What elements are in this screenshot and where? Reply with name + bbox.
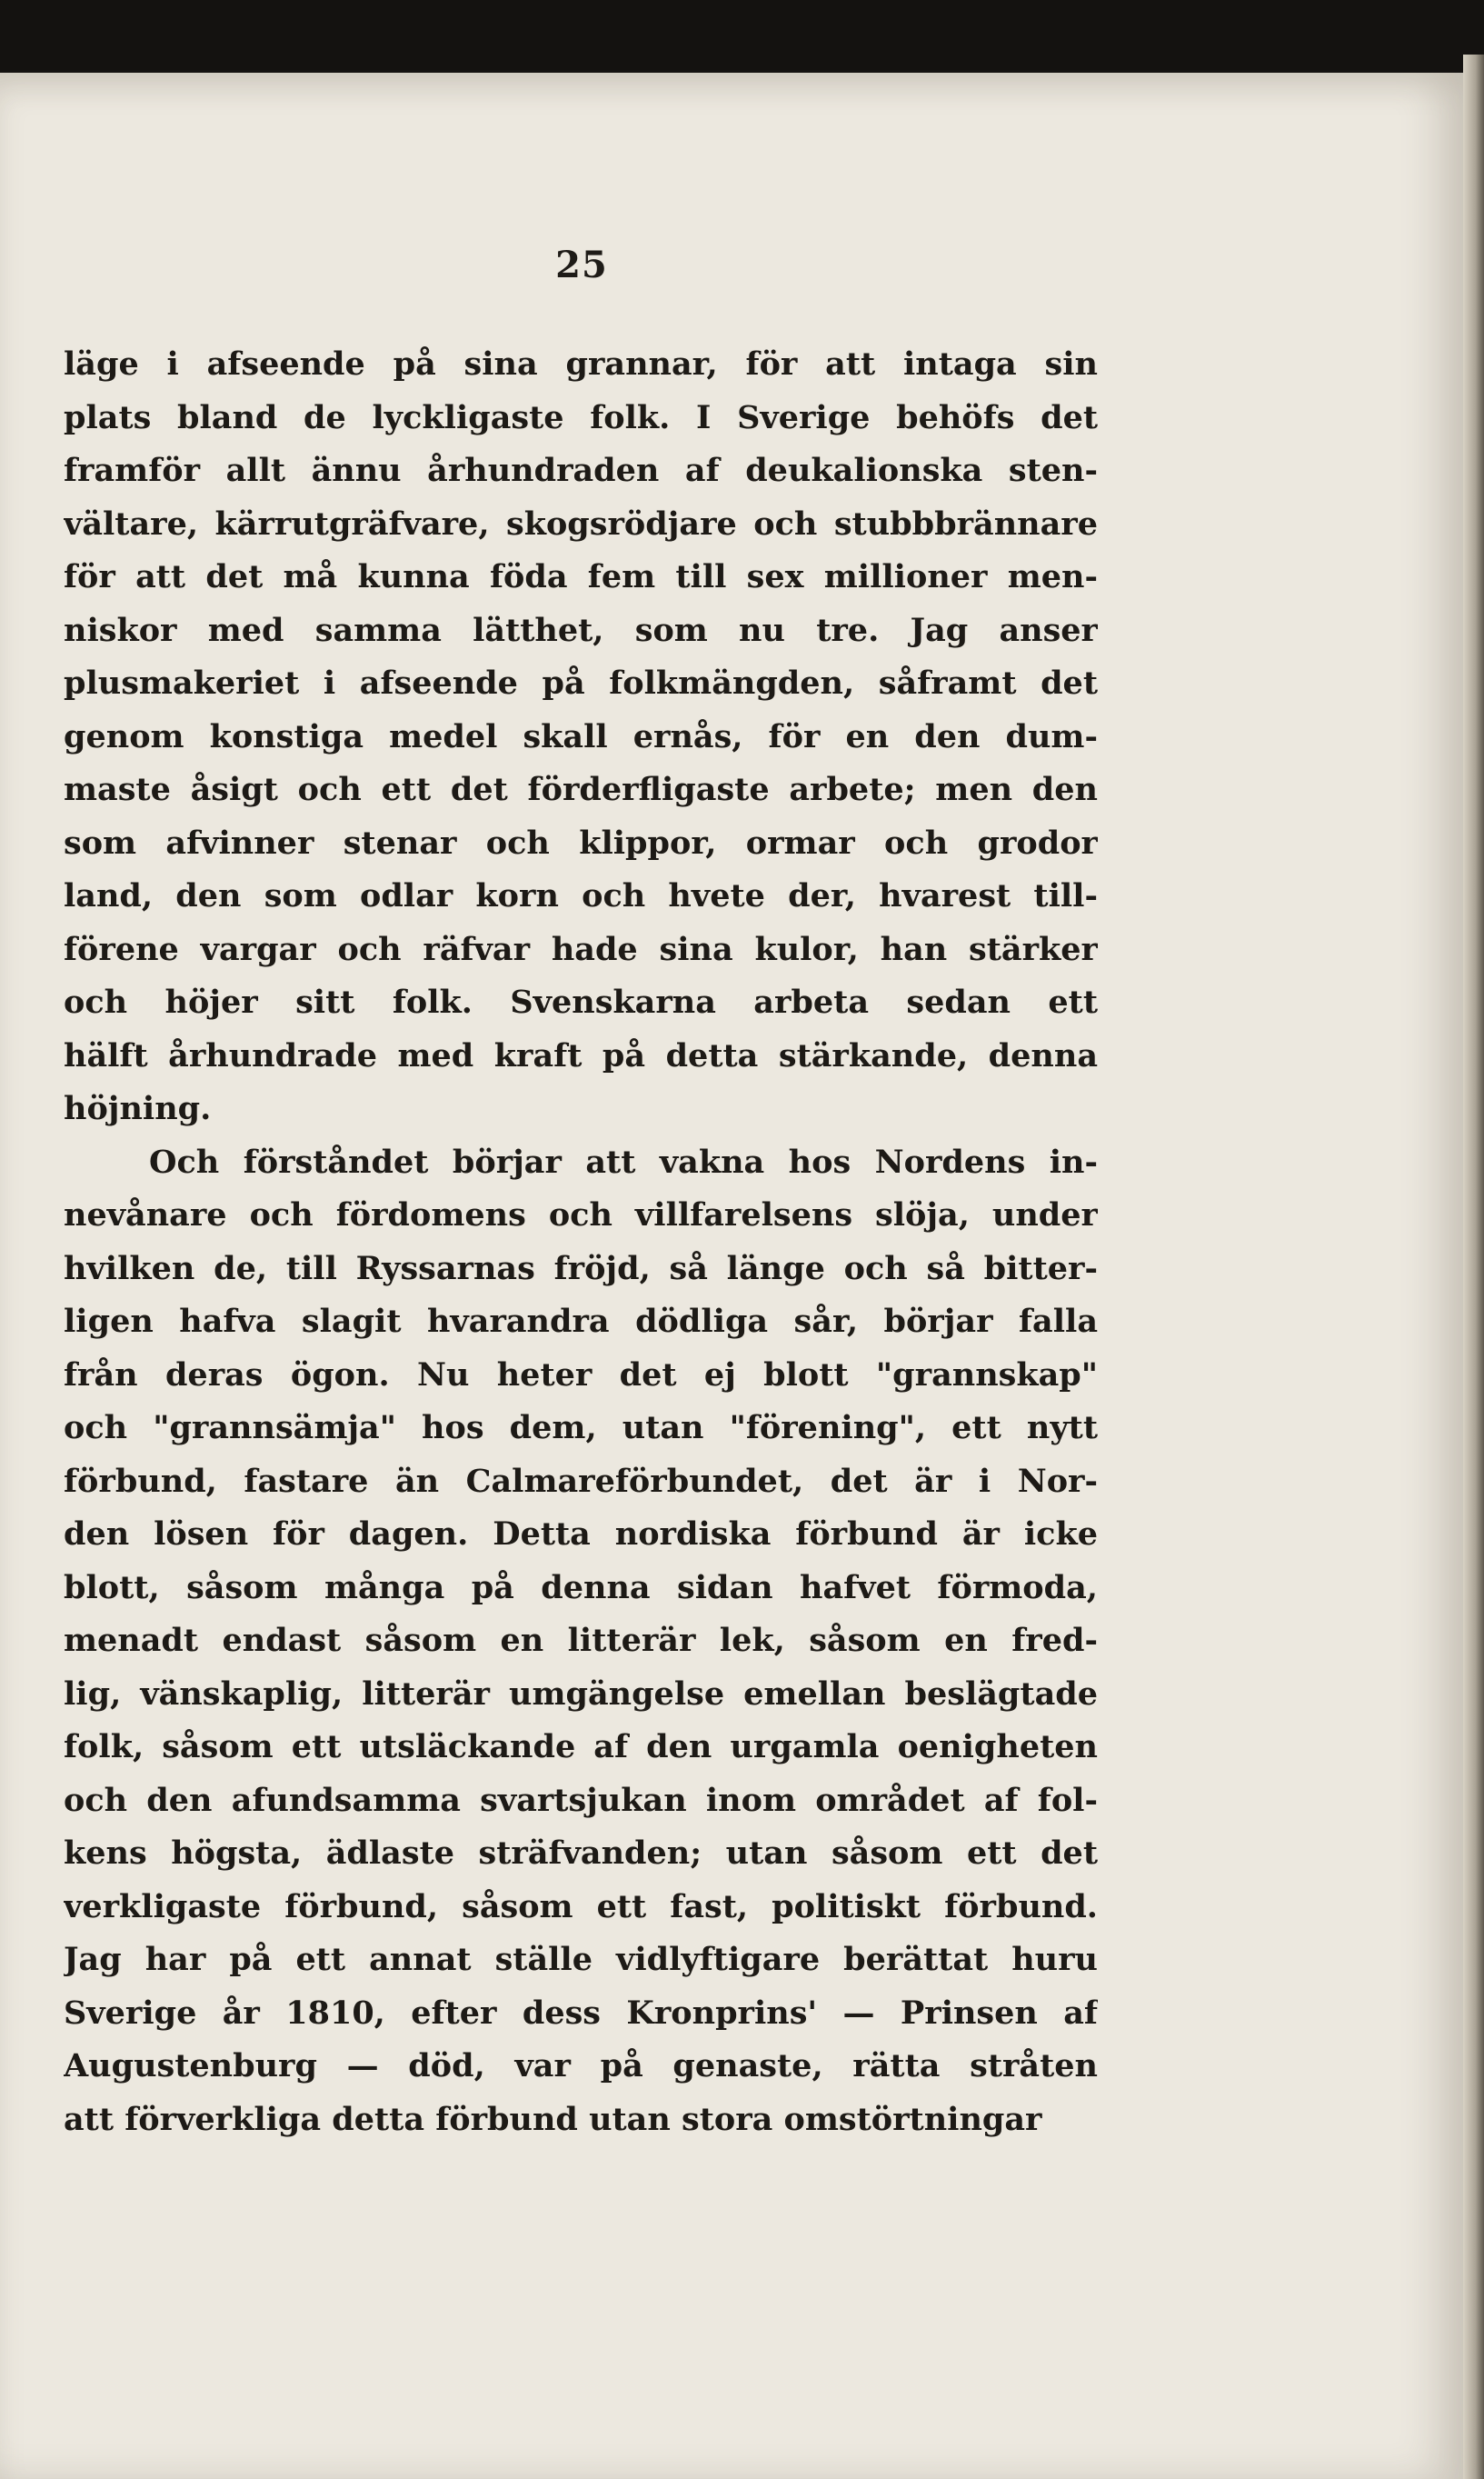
- text-line: land, den som odlar korn och hvete der, hvarest till-: [64, 877, 1098, 915]
- page-edge: [1463, 55, 1484, 2479]
- paragraph-start-line: Och förståndet börjar att vakna hos Nordens in-: [149, 1143, 1098, 1181]
- text-line: niskor med samma lätthet, som nu tre. Jag anser: [64, 611, 1098, 649]
- text-line: Jag har på ett annat ställe vidlyftigare berättat huru: [64, 1941, 1098, 1978]
- text-line: menadt endast såsom en litterär lek, såsom en fred-: [64, 1622, 1098, 1659]
- text-line: framför allt ännu århundraden af deukalionska sten-: [64, 452, 1098, 489]
- text-line: förene vargar och räfvar hade sina kulor, han stärker: [64, 930, 1098, 968]
- text-line: ligen hafva slagit hvarandra dödliga sår, börjar falla: [64, 1303, 1098, 1340]
- text-line: nevånare och fördomens och villfarelsens slöja, under: [64, 1196, 1098, 1234]
- text-line: blott, såsom många på denna sidan hafvet förmoda,: [64, 1568, 1098, 1606]
- text-line: plats bland de lyckligaste folk. I Sverige behöfs det: [64, 398, 1098, 436]
- text-line: lig, vänskaplig, litterär umgängelse emellan beslägtade: [64, 1674, 1098, 1713]
- text-line: Sverige år 1810, efter dess Kronprins' — Prinsen af: [64, 1994, 1098, 2032]
- text-line: som afvinner stenar och klippor, ormar och grodor: [64, 824, 1098, 862]
- text-line: hvilken de, till Ryssarnas fröjd, så länge och så bitter-: [64, 1249, 1098, 1287]
- paragraph-end-line: höjning.: [64, 1090, 212, 1127]
- text-line: förbund, fastare än Calmareförbundet, det är i Nor-: [64, 1462, 1098, 1500]
- text-line: att förverkliga detta förbund utan stora omstörtningar: [64, 2100, 1042, 2138]
- text-line: den lösen för dagen. Detta nordiska förbund är icke: [64, 1515, 1098, 1553]
- text-line: maste åsigt och ett det förderfligaste arbete; men den: [64, 771, 1098, 808]
- text-line: verkligaste förbund, såsom ett fast, politiskt förbund.: [64, 1887, 1098, 1925]
- text-line: och höjer sitt folk. Svenskarna arbeta sedan ett: [64, 984, 1098, 1021]
- text-line: och den afundsamma svartsjukan inom området af fol-: [64, 1781, 1098, 1819]
- text-line: hälft århundrade med kraft på detta stärkande, denna: [64, 1036, 1098, 1075]
- text-line: för att det må kunna föda fem till sex millioner men-: [64, 558, 1098, 595]
- text-line: kens högsta, ädlaste sträfvanden; utan såsom ett det: [64, 1834, 1098, 1872]
- text-line: från deras ögon. Nu heter det ej blott "grannskap": [64, 1355, 1098, 1394]
- text-line: läge i afseende på sina grannar, för att intaga sin: [64, 345, 1098, 383]
- text-line: vältare, kärrutgräfvare, skogsrödjare och stubbbrännare: [64, 505, 1098, 543]
- text-line: Augustenburg — död, var på genaste, rätta stråten: [64, 2047, 1098, 2084]
- text-line: och "grannsämja" hos dem, utan "förening", ett nytt: [64, 1409, 1098, 1446]
- text-line: folk, såsom ett utsläckande af den urgamla oenigheten: [64, 1728, 1098, 1765]
- text-line: plusmakeriet i afseende på folkmängden, såframt det: [64, 665, 1098, 702]
- page-number: 25: [555, 244, 608, 286]
- text-line: genom konstiga medel skall ernås, för en den dum-: [64, 717, 1098, 755]
- body-text: [64, 338, 1098, 2146]
